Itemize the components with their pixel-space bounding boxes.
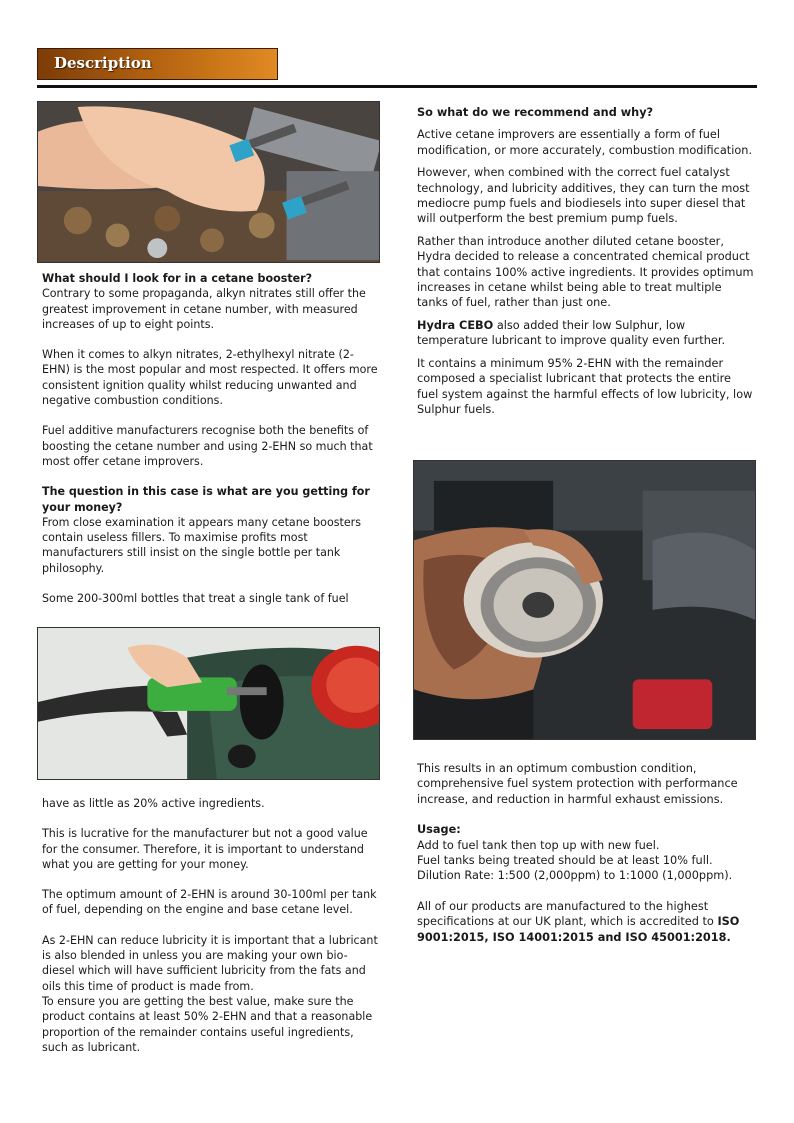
paragraph: The optimum amount of 2-EHN is around 30-100ml per tank of fuel, depending on the engine and base cetane level. [42, 888, 377, 917]
brand-name: Hydra CEBO [417, 318, 494, 332]
paragraph: Some 200-300ml bottles that treat a single tank of fuel [42, 592, 349, 606]
paragraph: This is lucrative for the manufacturer but not a good value for the consumer. Therefore, it is important to understand what you are getting for your money. [42, 827, 368, 871]
section-banner [37, 48, 278, 80]
usage-line: Dilution Rate: 1:500 (2,000ppm) to 1:1000 (1,000ppm). [417, 869, 733, 883]
paragraph: When it comes to alkyn nitrates, 2-ethylhexyl nitrate (2-EHN) is the most popular and most respected. It offers more consistent ignition quality whilst reducing unwanted and negative combustion conditions. [42, 348, 378, 408]
paragraph: It contains a minimum 95% 2-EHN with the remainder composed a specialist lubricant that protects the entire fuel system against the harmful effects of low lubricity, low Sulphur fuels. [417, 356, 753, 416]
iso-standards: ISO 9001:2015, ISO 14001:2015 and ISO 45001:2018. [417, 915, 740, 944]
header-rule [37, 85, 757, 88]
paragraph: Contrary to some propaganda, alkyn nitrates still offer the greatest improvement in cetane number, with measured increases of up to eight points. [42, 287, 366, 331]
right-column-top [417, 105, 755, 424]
paragraph: To ensure you are getting the best value, make sure the product contains at least 50% 2-EHN and that a reasonable proportion of the remainder contains useful ingredients, such as lubricant. [42, 994, 373, 1054]
paragraph: Active cetane improvers are essentially a form of fuel modification, or more accurately, combustion modification. [417, 128, 753, 157]
paragraph-text: All of our products are manufactured to the highest specifications at our UK plant, which is accredited to [417, 899, 718, 929]
refuelling-photo [37, 627, 380, 780]
paragraph: This results in an optimum combustion condition, comprehensive fuel system protection with performance increase, and reduction in harmful exhaust emissions. [417, 762, 738, 806]
paragraph: Fuel additive manufacturers recognise both the benefits of boosting the cetane number and using 2-EHN so much that most offer cetane improvers. [42, 424, 373, 468]
injectors-photo [37, 101, 380, 263]
paragraph: However, when combined with the correct fuel catalyst technology, and lubricity additives, they can turn the most mediocre pump fuels and biodiesels into super diesel that will outperform the best premium pump fuels. [417, 166, 750, 226]
paragraph: From close examination it appears many cetane boosters contain useless fillers. To maximise profits most manufacturers still insist on the single bottle per tank philosophy. [42, 515, 362, 575]
heading-usage: Usage: [417, 823, 461, 837]
right-column-bottom [417, 761, 755, 945]
heading-recommend: So what do we recommend and why? [417, 106, 654, 119]
usage-line: Fuel tanks being treated should be at least 10% full. [417, 854, 713, 868]
usage-line: Add to fuel tank then top up with new fuel. [417, 838, 660, 852]
left-column-top [42, 271, 378, 606]
heading-cetane-booster: What should I look for in a cetane booster? [42, 272, 313, 285]
heading-question: The question in this case is what are you getting for your money? [42, 485, 370, 514]
paragraph: Rather than introduce another diluted cetane booster, Hydra decided to release a concentrated chemical product that contains 100% active ingredients. It provides optimum increases in cetane whilst being able to treat multiple tanks of fuel, rather than just one. [417, 234, 754, 310]
paragraph-brand [417, 318, 755, 349]
oil-filter-photo [413, 460, 756, 740]
paragraph-accreditation [417, 899, 755, 945]
section-title: Description [54, 54, 152, 72]
paragraph-text: also added their low Sulphur, low temperature lubricant to improve quality even further. [417, 318, 726, 348]
paragraph: As 2-EHN can reduce lubricity it is important that a lubricant is also blended in unless you are making your own bio-diesel which will have sufficient lubricity from the fats and oils this time of product is made from. [42, 933, 378, 993]
left-column-bottom [42, 796, 378, 1055]
paragraph: have as little as 20% active ingredients. [42, 797, 265, 810]
